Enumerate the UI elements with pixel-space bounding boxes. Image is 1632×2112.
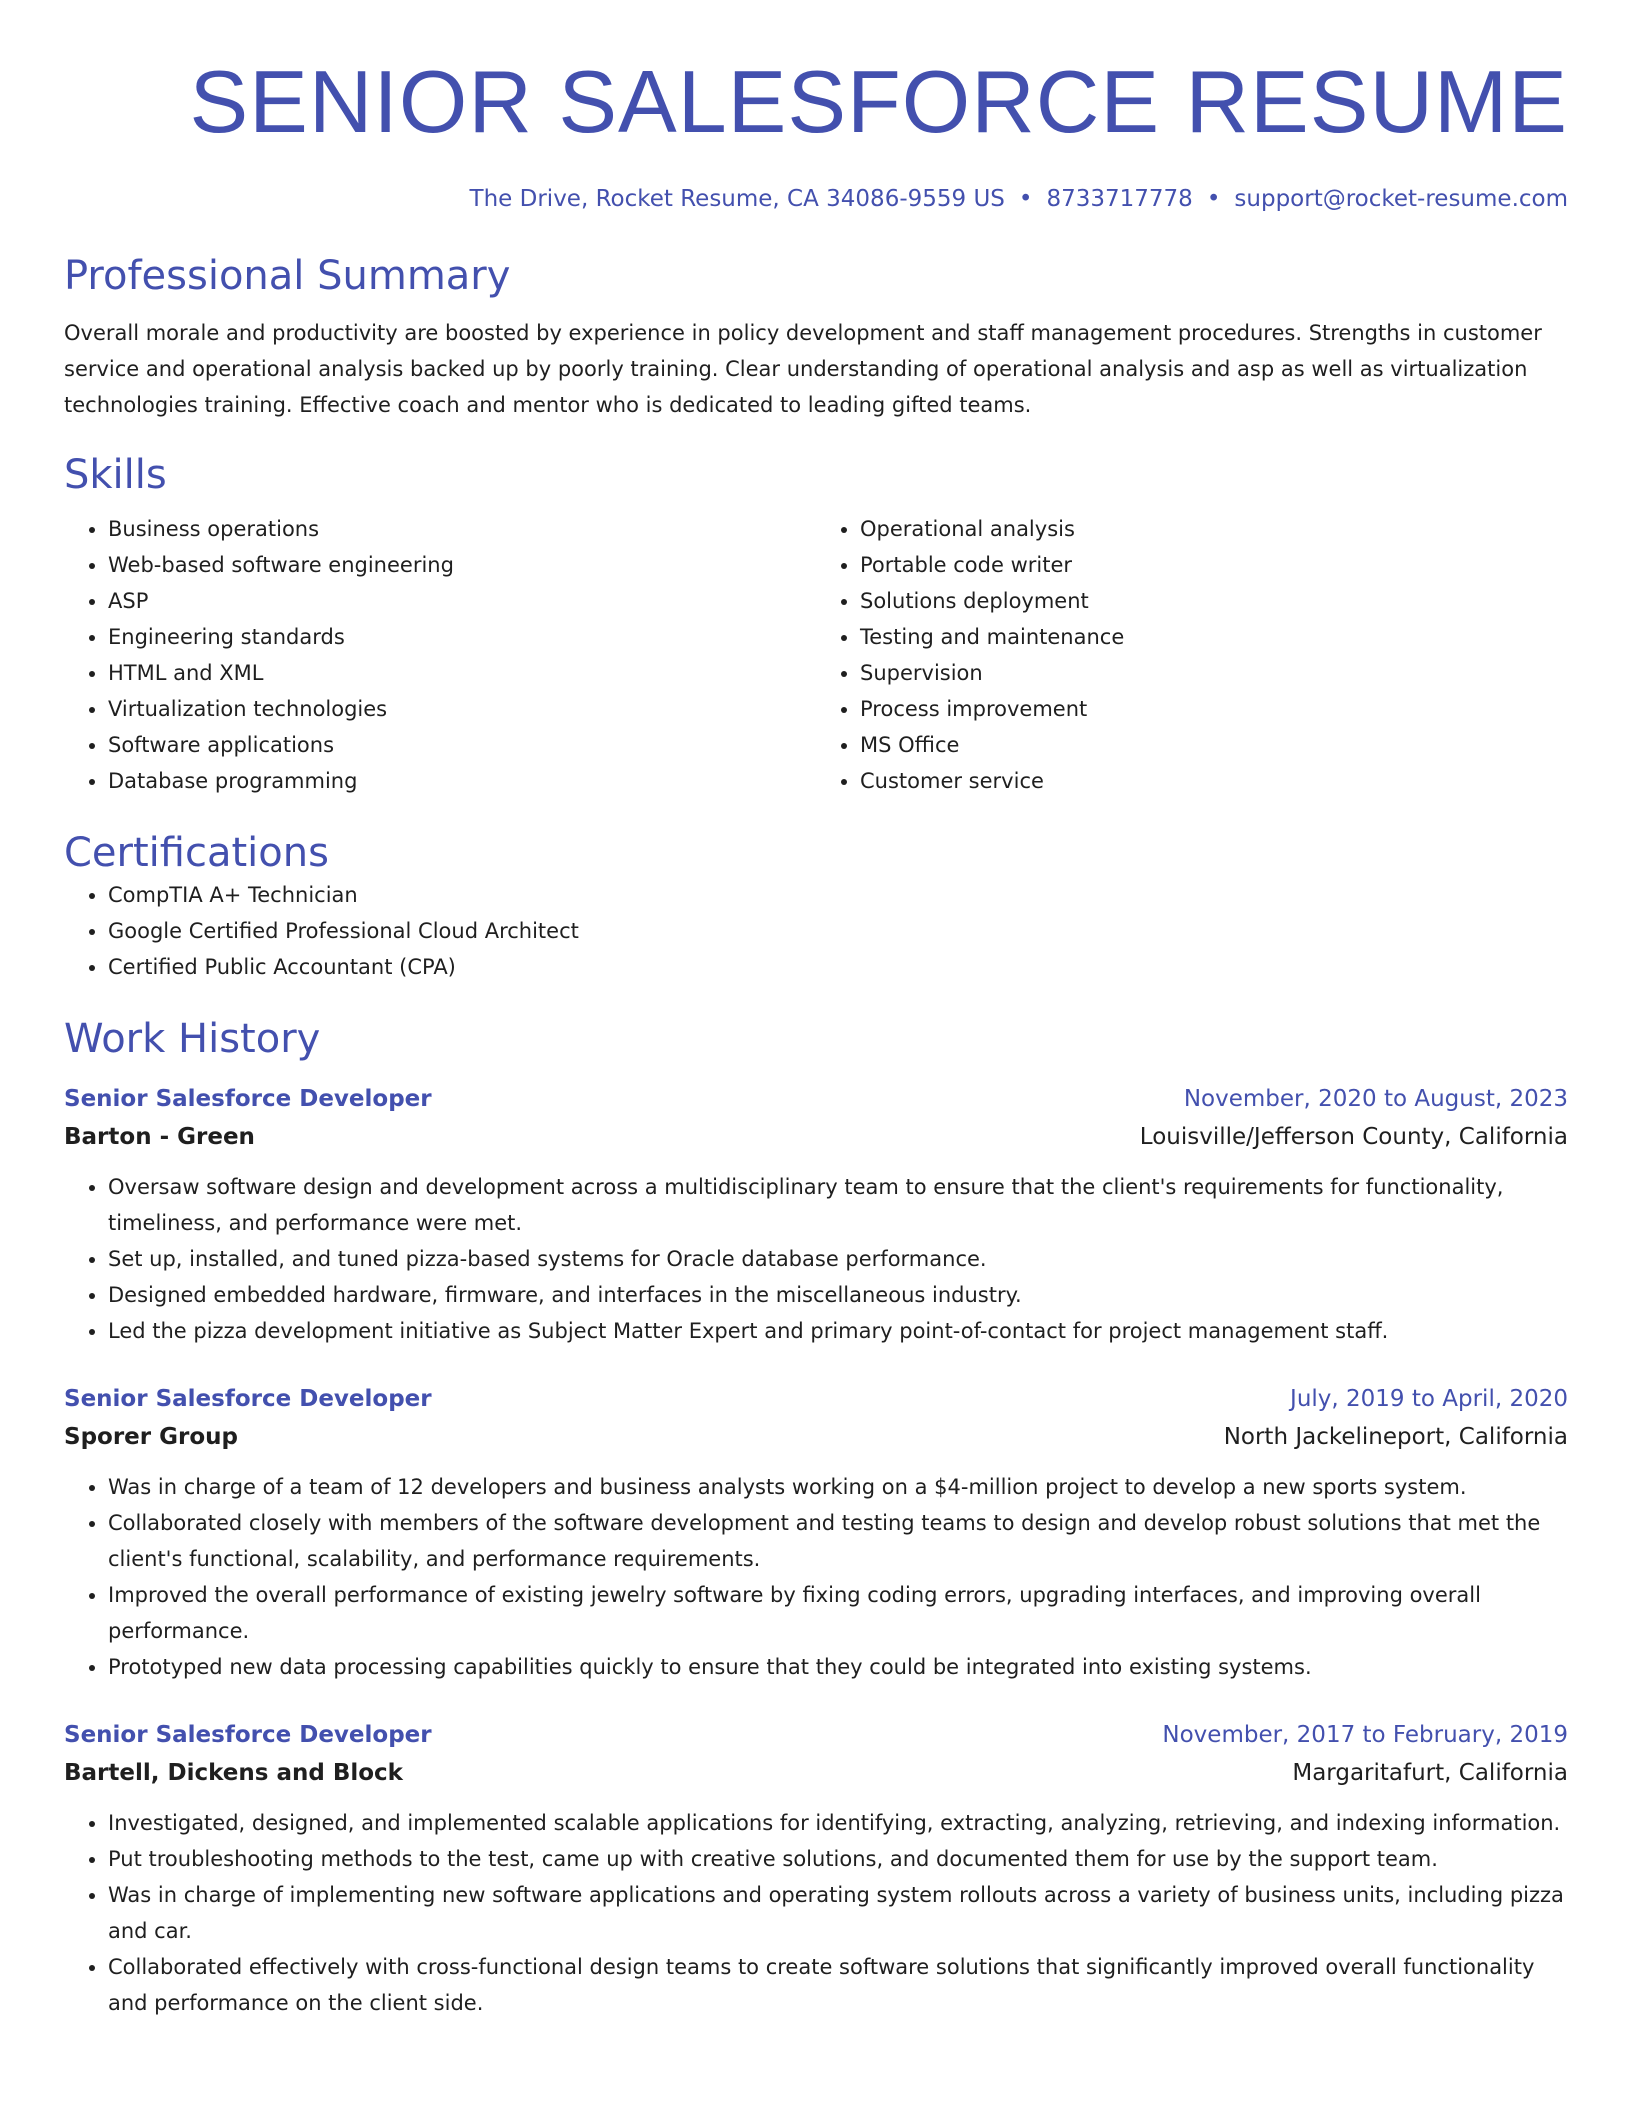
skills-column-left bbox=[64, 511, 816, 799]
job-location: Margaritafurt, California bbox=[1292, 1760, 1568, 1786]
job-company-row bbox=[64, 1753, 1568, 1793]
job-bullets bbox=[64, 1169, 1568, 1349]
job-dates: November, 2020 to August, 2023 bbox=[1183, 1086, 1568, 1112]
job-bullet: • Investigated, designed, and implemented scalable applications for identifying, extracting, analyzing, retrieving, and indexing information. bbox=[108, 1805, 1568, 1841]
contact-separator: • bbox=[1206, 186, 1221, 212]
certification-item: • Certified Public Accountant (CPA) bbox=[108, 949, 1568, 985]
job-bullet: • Was in charge of a team of 12 developers and business analysts working on a $4-million project to develop a new sports system. bbox=[108, 1469, 1568, 1505]
skill-item: • Database programming bbox=[108, 763, 816, 799]
job-entry bbox=[64, 1081, 1568, 1349]
skill-item: • Portable code writer bbox=[860, 547, 1568, 583]
skill-item: • Testing and maintenance bbox=[860, 619, 1568, 655]
resume-name: SENIOR SALESFORCE RESUME bbox=[189, 52, 1568, 151]
skills-list bbox=[64, 511, 1568, 799]
job-title: Senior Salesforce Developer bbox=[64, 1086, 432, 1112]
skill-item: • Process improvement bbox=[860, 691, 1568, 727]
job-bullet: • Improved the overall performance of existing jewelry software by fixing coding errors, upgrading interfaces, and improving overall performance. bbox=[108, 1577, 1568, 1649]
job-bullets bbox=[64, 1469, 1568, 1685]
section-title-skills: Skills bbox=[64, 452, 167, 498]
skill-item: • Software applications bbox=[108, 727, 816, 763]
section-title-work-history: Work History bbox=[64, 1016, 321, 1062]
contact-address: The Drive, Rocket Resume, CA 34086-9559 US bbox=[469, 186, 1005, 212]
contact-line bbox=[64, 184, 1568, 214]
job-bullet: • Collaborated effectively with cross-functional design teams to create software solutions that significantly improved overall functionality and performance on the client side. bbox=[108, 1949, 1568, 2021]
job-bullet: • Led the pizza development initiative as Subject Matter Expert and primary point-of-contact for project management staff. bbox=[108, 1313, 1568, 1349]
certification-item: • CompTIA A+ Technician bbox=[108, 877, 1568, 913]
job-company: Barton - Green bbox=[64, 1124, 255, 1150]
job-header-row bbox=[64, 1081, 1568, 1117]
skill-item: • Customer service bbox=[860, 763, 1568, 799]
job-bullet: • Set up, installed, and tuned pizza-based systems for Oracle database performance. bbox=[108, 1241, 1568, 1277]
skill-item: • Solutions deployment bbox=[860, 583, 1568, 619]
job-location: Louisville/Jefferson County, California bbox=[1139, 1124, 1568, 1150]
job-company: Sporer Group bbox=[64, 1424, 238, 1450]
skill-item: • Operational analysis bbox=[860, 511, 1568, 547]
job-bullet: • Put troubleshooting methods to the test, came up with creative solutions, and documented them for use by the support team. bbox=[108, 1841, 1568, 1877]
job-bullet: • Oversaw software design and development across a multidisciplinary team to ensure that the client's requirements for functionality, timeliness, and performance were met. bbox=[108, 1169, 1568, 1241]
job-location: North Jackelineport, California bbox=[1223, 1424, 1568, 1450]
job-company-row bbox=[64, 1417, 1568, 1457]
skills-column-right bbox=[816, 511, 1568, 799]
job-bullet: • Was in charge of implementing new software applications and operating system rollouts across a variety of business units, including pizza and car. bbox=[108, 1877, 1568, 1949]
skill-item: • Virtualization technologies bbox=[108, 691, 816, 727]
skill-item: • Business operations bbox=[108, 511, 816, 547]
job-company-row bbox=[64, 1117, 1568, 1157]
job-dates: July, 2019 to April, 2020 bbox=[1290, 1386, 1568, 1412]
job-dates: November, 2017 to February, 2019 bbox=[1162, 1722, 1568, 1748]
job-bullet: • Designed embedded hardware, firmware, and interfaces in the miscellaneous industry. bbox=[108, 1277, 1568, 1313]
resume-header bbox=[64, 0, 1568, 214]
job-entry bbox=[64, 1381, 1568, 1685]
skill-item: • MS Office bbox=[860, 727, 1568, 763]
contact-email: support@rocket-resume.com bbox=[1234, 186, 1568, 212]
certification-item: • Google Certified Professional Cloud Architect bbox=[108, 913, 1568, 949]
job-bullet: • Collaborated closely with members of the software development and testing teams to design and develop robust solutions that met the client's functional, scalability, and performance requirements. bbox=[108, 1505, 1568, 1577]
job-title: Senior Salesforce Developer bbox=[64, 1386, 432, 1412]
job-company: Bartell, Dickens and Block bbox=[64, 1760, 403, 1786]
skill-item: • ASP bbox=[108, 583, 816, 619]
certifications-list bbox=[64, 877, 1568, 985]
contact-phone: 8733717778 bbox=[1046, 186, 1193, 212]
skill-item: • HTML and XML bbox=[108, 655, 816, 691]
skill-item: • Engineering standards bbox=[108, 619, 816, 655]
job-entry bbox=[64, 1717, 1568, 2021]
summary-text: Overall morale and productivity are boosted by experience in policy development and staff management procedures. Strengths in customer service and operational analysis backed up by poorly training. Clear understanding of operational analysis and asp as well as virtualization technologies training. Effective coach and mentor who is dedicated to leading gifted teams. bbox=[64, 321, 1542, 417]
contact-separator: • bbox=[1018, 186, 1033, 212]
job-header-row bbox=[64, 1717, 1568, 1753]
skill-item: • Web-based software engineering bbox=[108, 547, 816, 583]
job-header-row bbox=[64, 1381, 1568, 1417]
job-title: Senior Salesforce Developer bbox=[64, 1722, 432, 1748]
job-bullets bbox=[64, 1805, 1568, 2021]
section-title-summary: Professional Summary bbox=[64, 253, 511, 299]
job-bullet: • Prototyped new data processing capabilities quickly to ensure that they could be integrated into existing systems. bbox=[108, 1649, 1568, 1685]
section-title-certifications: Certifications bbox=[64, 830, 329, 876]
skill-item: • Supervision bbox=[860, 655, 1568, 691]
